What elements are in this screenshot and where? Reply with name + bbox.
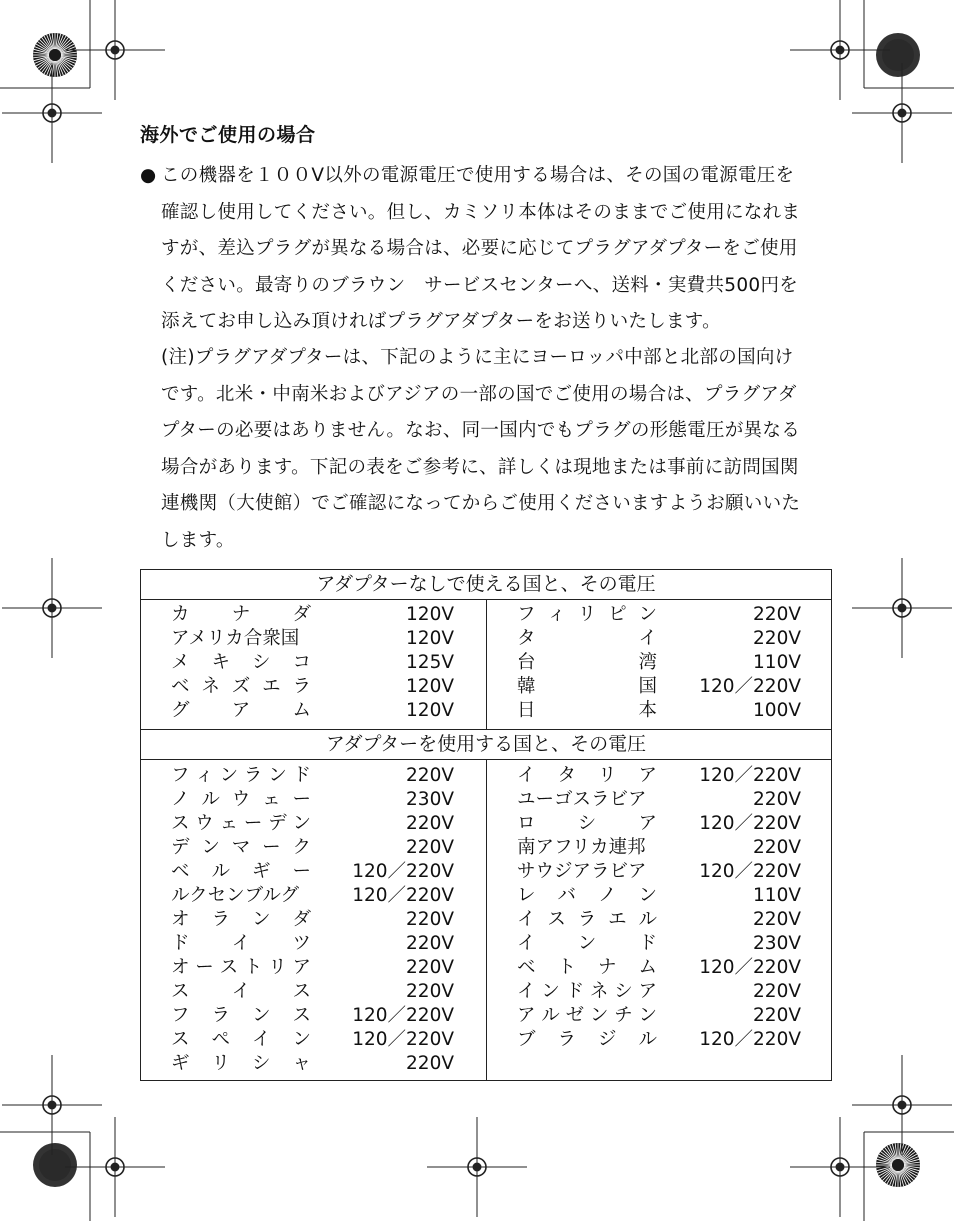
- table-row: [517, 788, 801, 812]
- adapter-right-list: [517, 764, 801, 1052]
- voltage-value: 220V: [406, 1053, 454, 1074]
- country-name: オ ラ ン ダ: [171, 909, 311, 930]
- voltage-value: 120V: [406, 676, 454, 697]
- country-name: 日 本: [517, 700, 657, 721]
- voltage-value: 120／220V: [352, 885, 454, 906]
- country-name: 韓 国: [517, 676, 657, 697]
- paragraph-line: 確認し使用してください。但し、カミソリ本体はそのままでご使用になれま: [161, 201, 801, 223]
- country-name: イ タ リ ア: [517, 765, 657, 786]
- table-row: [517, 627, 801, 651]
- corner-circle-bottom-right-icon: [876, 1143, 920, 1187]
- paragraph-line: 場合があります。下記の表をご参考に、詳しくは現地または事前に訪問国関: [161, 456, 799, 478]
- paragraph-line: ● この機器を１００V以外の電源電圧で使用する場合は、その国の電源電圧を: [140, 158, 840, 195]
- voltage-value: 120／220V: [699, 765, 801, 786]
- table-row: [517, 603, 801, 627]
- table-row: [517, 956, 801, 980]
- paragraph-line: ください。最寄りのブラウン サービスセンターへ、送料・実費共500円を: [161, 274, 799, 296]
- country-name: ロ シ ア: [517, 813, 657, 834]
- table-row: [517, 932, 801, 956]
- country-name: イ ン ド ネ シ ア: [517, 981, 657, 1002]
- voltage-value: 220V: [406, 813, 454, 834]
- table-row: [171, 1052, 454, 1076]
- country-name: ド イ ツ: [171, 933, 311, 954]
- table-row: [517, 699, 801, 723]
- no-adapter-right-list: [517, 603, 801, 723]
- paragraph-line: します。: [161, 529, 235, 551]
- paragraph-line: 添えてお申し込み頂ければプラグアダプターをお送りいたします。: [161, 311, 721, 332]
- table-row: [171, 1028, 454, 1052]
- paragraph-line: (注)プラグアダプターは、下記のように主にヨーロッパ中部と北部の国向け: [161, 347, 794, 368]
- paragraph-line: プターの必要はありません。なお、同一国内でもプラグの形態電圧が異なる: [161, 420, 801, 441]
- table-row: [171, 956, 454, 980]
- table-row: [517, 1004, 801, 1028]
- table-row: [171, 812, 454, 836]
- voltage-value: 125V: [406, 652, 454, 673]
- corner-circle-bottom-left-icon: [33, 1143, 77, 1187]
- voltage-value: 220V: [753, 1005, 801, 1026]
- country-name: ス ウ ェ ー デ ン: [171, 813, 311, 834]
- table-row: [171, 884, 454, 908]
- table-row: [171, 1004, 454, 1028]
- table-row: [517, 884, 801, 908]
- voltage-table: [140, 569, 832, 1081]
- country-name: ス イ ス: [171, 981, 311, 1002]
- voltage-value: 120／220V: [352, 1029, 454, 1050]
- country-name: ベ ル ギ ー: [171, 861, 311, 882]
- section-heading-no-adapter: アダプターなしで使える国と、その電圧: [141, 570, 831, 600]
- voltage-value: 220V: [406, 909, 454, 930]
- table-row: [517, 651, 801, 675]
- no-adapter-left-list: [171, 603, 454, 723]
- note-paragraph: [140, 340, 840, 559]
- table-row: [517, 860, 801, 884]
- country-name: フ ィ ン ラ ン ド: [171, 765, 311, 786]
- country-name: オ ー ス ト リ ア: [171, 957, 311, 978]
- usage-paragraph: [140, 158, 840, 341]
- voltage-value: 230V: [406, 789, 454, 810]
- country-name: アメリカ合衆国: [171, 628, 300, 649]
- country-name: ブ ラ ジ ル: [517, 1029, 657, 1050]
- country-name: ベ ト ナ ム: [517, 957, 657, 978]
- table-row: [171, 627, 454, 651]
- country-name: メ キ シ コ: [171, 652, 311, 673]
- section-heading-adapter: アダプターを使用する国と、その電圧: [141, 729, 831, 760]
- column-divider: [486, 760, 487, 1080]
- table-row: [171, 675, 454, 699]
- table-row: [517, 675, 801, 699]
- table-row: [171, 860, 454, 884]
- voltage-value: 220V: [753, 981, 801, 1002]
- country-name: 台 湾: [517, 652, 657, 673]
- voltage-value: 120V: [406, 700, 454, 721]
- country-name: グ ア ム: [171, 700, 311, 721]
- country-name: ス ペ イ ン: [171, 1029, 311, 1050]
- voltage-value: 110V: [753, 652, 801, 673]
- voltage-value: 220V: [406, 765, 454, 786]
- table-row: [517, 764, 801, 788]
- voltage-value: 220V: [753, 837, 801, 858]
- voltage-value: 120／220V: [352, 1005, 454, 1026]
- voltage-value: 120V: [406, 628, 454, 649]
- country-name: レ バ ノ ン: [517, 885, 657, 906]
- voltage-value: 120／220V: [699, 861, 801, 882]
- table-row: [517, 1028, 801, 1052]
- bullet-icon: ●: [140, 165, 157, 186]
- voltage-value: 230V: [753, 933, 801, 954]
- country-name: ノ ル ウ ェ ー: [171, 789, 311, 810]
- page-title: 海外でご使用の場合: [140, 124, 316, 146]
- country-name: 南アフリカ連邦: [517, 837, 646, 858]
- voltage-value: 220V: [753, 789, 801, 810]
- corner-circle-top-left-icon: [33, 33, 77, 77]
- column-divider: [486, 599, 487, 729]
- country-name: デ ン マ ー ク: [171, 837, 311, 858]
- country-name: タ イ: [517, 628, 657, 649]
- table-row: [517, 836, 801, 860]
- voltage-value: 120V: [406, 604, 454, 625]
- voltage-value: 220V: [406, 837, 454, 858]
- country-name: イ ス ラ エ ル: [517, 909, 657, 930]
- table-row: [517, 908, 801, 932]
- table-row: [171, 932, 454, 956]
- table-row: [171, 836, 454, 860]
- voltage-value: 220V: [753, 909, 801, 930]
- country-name: イ ン ド: [517, 933, 657, 954]
- voltage-value: 120／220V: [352, 861, 454, 882]
- country-name: ユーゴスラビア: [517, 789, 647, 810]
- corner-circle-top-right-icon: [876, 33, 920, 77]
- voltage-value: 110V: [753, 885, 801, 906]
- voltage-value: 100V: [753, 700, 801, 721]
- paragraph-line: 連機関（大使館）でご確認になってからご使用くださいますようお願いいた: [161, 493, 801, 514]
- country-name: フ ラ ン ス: [171, 1005, 311, 1026]
- table-row: [171, 788, 454, 812]
- table-row: [171, 651, 454, 675]
- voltage-value: 220V: [753, 604, 801, 625]
- table-row: [171, 699, 454, 723]
- country-name: フ ィ リ ピ ン: [517, 604, 657, 625]
- voltage-value: 220V: [753, 628, 801, 649]
- table-row: [171, 908, 454, 932]
- country-name: ア ル ゼ ン チ ン: [517, 1005, 657, 1026]
- table-row: [517, 812, 801, 836]
- country-name: ベ ネ ズ エ ラ: [171, 676, 311, 697]
- paragraph-line: です。北米・中南米およびアジアの一部の国でご使用の場合は、プラグアダ: [161, 383, 797, 405]
- voltage-value: 120／220V: [699, 957, 801, 978]
- voltage-value: 220V: [406, 957, 454, 978]
- paragraph-line: すが、差込プラグが異なる場合は、必要に応じてプラグアダプターをご使用: [161, 238, 798, 259]
- voltage-value: 220V: [406, 933, 454, 954]
- country-name: ギ リ シ ャ: [171, 1053, 311, 1074]
- table-row: [171, 980, 454, 1004]
- country-name: サウジアラビア: [517, 861, 647, 882]
- country-name: カ ナ ダ: [171, 604, 311, 625]
- voltage-value: 120／220V: [699, 813, 801, 834]
- table-row: [171, 764, 454, 788]
- country-name: ルクセンブルグ: [171, 885, 300, 906]
- adapter-left-list: [171, 764, 454, 1076]
- table-row: [171, 603, 454, 627]
- voltage-value: 120／220V: [699, 676, 801, 697]
- voltage-value: 120／220V: [699, 1029, 801, 1050]
- voltage-value: 220V: [406, 981, 454, 1002]
- table-row: [517, 980, 801, 1004]
